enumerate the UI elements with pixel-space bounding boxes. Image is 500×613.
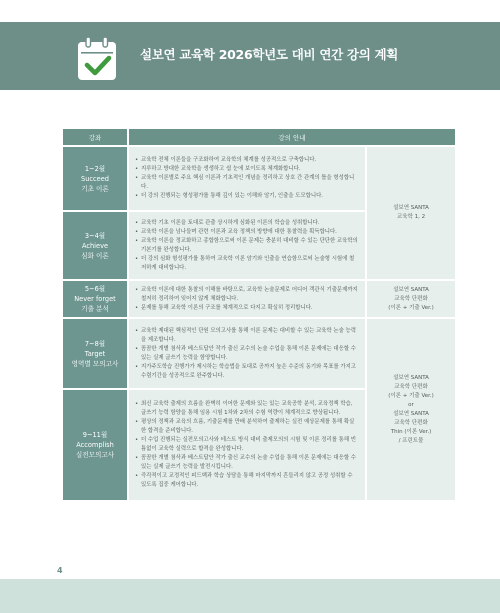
column-header-guide: 강의 안내: [129, 129, 455, 145]
page-number: 4: [57, 566, 63, 575]
course-description: [129, 212, 365, 279]
description-bullet: • 교육학 이론에 대한 통찰의 이해를 바탕으로, 교육학 논술문제로 어디어 객관식 기출문제까지 철저히 정리하여 잊어지 않게 체화합니다.: [135, 286, 359, 304]
course-description: [129, 147, 365, 210]
table-row: [63, 281, 455, 317]
course-subtitle: 심화 이론: [81, 251, 109, 260]
description-bullet: • 교육학 이론을 정교화하고 종합함으로써 이론 문제는 충분히 대비할 수 있는 단단한 교육학의 기본기를 완성합니다.: [135, 237, 359, 255]
description-bullet: • 더 강의 심화 형성평가를 통하여 교육학 이론 암기와 인출을 연습함으로써 논술형 시험에 철저하게 대비합니다.: [135, 255, 359, 273]
textbook-cell: 설보연 SANTA 교육학 1, 2: [367, 147, 455, 279]
course-cell: [63, 319, 127, 388]
course-description: [129, 390, 365, 500]
description-bullet: • 꼼꼼한 개별 첨삭과 베스트답안 작가 출신 교수의 논술 수업을 통해 이론 문제에는 대응할 수 있는 실제 글쓰기 능력을 함양합니다.: [135, 345, 359, 363]
course-name: Achieve: [81, 241, 109, 250]
lecture-schedule-table: [61, 127, 457, 502]
description-bullet: • 교육학 이론을 넘나들며 관련 이론과 교육 정책의 방향에 대한 통찰력을 획득합니다.: [135, 228, 359, 237]
course-period: 5~6월: [84, 285, 106, 293]
course-cell: [63, 147, 127, 210]
course-period: 9~11월: [82, 431, 108, 439]
description-bullet: • 더 수업 진행되는 실전모의고사와 테스트 방식 대비 출제모의의 시험 및 이론 정리를 통해 빈틈없이 교육학 실력으로 합격을 완성합니다.: [135, 436, 359, 454]
textbook-cell: 설보연 SANTA 교육학 단편화 (이론 + 기출 Ver.): [367, 281, 455, 317]
course-cell: [63, 212, 127, 279]
description-bullet: • 더 강의 진행되는 형성평가를 통해 깊이 있는 이해와 암기, 인출을 도모합니다.: [135, 192, 359, 201]
calendar-check-icon: [76, 36, 124, 86]
course-name: Succeed: [81, 174, 109, 183]
course-cell: [63, 281, 127, 317]
course-description: [129, 281, 365, 317]
course-subtitle: 실전모의고사: [75, 451, 115, 459]
course-name: Target: [84, 349, 106, 358]
description-bullet: • 교육학 기초 이론을 토대로 관출 상시하게 심화된 이론의 학습을 성취합니다.: [135, 219, 359, 228]
course-description: [129, 319, 365, 388]
table-row: [63, 147, 455, 210]
footer-band: [0, 579, 500, 613]
course-period: 3~4월: [84, 231, 106, 240]
course-period: 7~8월: [84, 339, 106, 348]
course-name: Never forget: [74, 295, 116, 303]
textbook-cell: 설보연 SANTA 교육학 단편화 (이론 + 기출 Ver.) or 설보연 SANTA 교육학 단편화 Thin (이론 Ver.) / 프린트물: [367, 319, 455, 500]
page-title: 설보연 교육학 2026학년도 대비 연간 강의 계획: [140, 47, 399, 62]
description-bullet: • 교육학 제대된 핵심적인 단원 모의고사를 통해 이론 문제는 대비할 수 있는 교육학 논술 능력을 제조합니다.: [135, 327, 359, 345]
course-name: Accomplish: [76, 441, 114, 449]
description-bullet: • 꼼꼼한 개별 첨삭과 베스트답안 작가 출신 교수의 논술 수업을 통해 이론 문제에는 대응할 수 있는 실제 글쓰기 능력을 발전시킵니다.: [135, 454, 359, 472]
course-cell: [63, 390, 127, 500]
course-subtitle: 영역별 모의고사: [71, 359, 119, 368]
description-bullet: • 즉각적이고 교정적인 피드백과 학습 상담을 통해 마지막까지 흔들리지 않고 공정 성취할 수 있도록 집중 케어합니다.: [135, 472, 359, 490]
description-bullet: • 지가주도학습 진행가가 제시하는 학습법을 토대로 공까지 높은 수준의 동기와 목표를 가지고 수렴기간을 성공적으로 완주합니다.: [135, 363, 359, 381]
course-period: 1~2월: [84, 164, 106, 173]
description-bullet: • 문제를 통해 교육학 이론의 구조를 체계적으로 다지고 확실히 정리합니다.: [135, 304, 359, 313]
column-header-course: 강좌: [63, 129, 127, 145]
course-subtitle: 기출 분석: [81, 305, 109, 313]
description-bullet: • 지루하고 방대한 교육학을 생생하고 쉽 눈에 보이도록 체계화합니다.: [135, 165, 359, 174]
description-bullet: • 교육학 전체 이론들을 구조화하여 교육학의 체계를 성공적으로 구축합니다.: [135, 156, 359, 165]
description-bullet: • 최신 교육학 출제의 흐름을 완벽히 이어한 문제와 있는 있는 교육공학 분석, 교육정책 학습, 글쓰기 능력 함양을 통해 임용 시험 1차와 2차의 수험 역량이 체계적으로 향상됩니다.: [135, 400, 359, 418]
course-subtitle: 기초 이론: [81, 184, 109, 193]
description-bullet: • 평상의 정책과 교육의 흐름, 기출문제를 만배 분석하여 출제하는 실전 예상문제를 통해 확실한 합격을 준비합니다.: [135, 418, 359, 436]
table-row: [63, 319, 455, 388]
description-bullet: • 교육학 이론별로 주요 핵심 이론과 기초적인 개념을 정리하고 상호 간 관계의 틀을 형성합니다.: [135, 174, 359, 192]
